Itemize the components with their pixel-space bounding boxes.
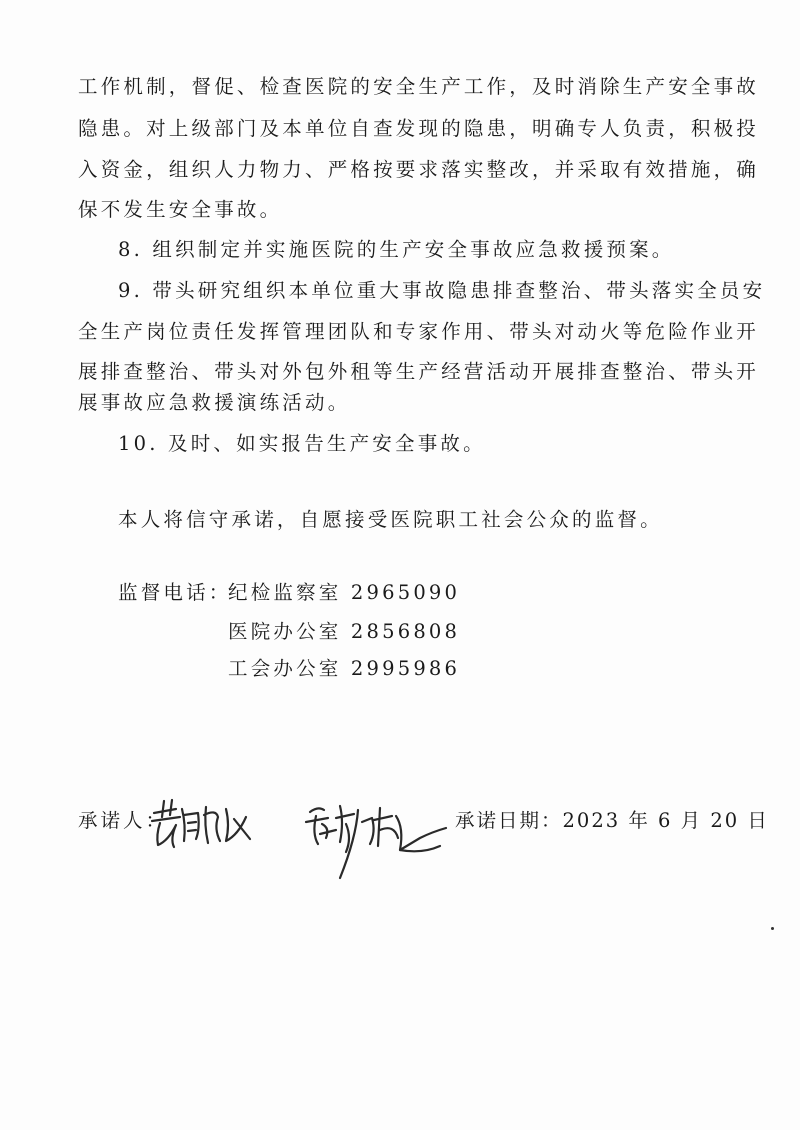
signature-label: 承诺人：	[78, 809, 169, 832]
scan-speck	[771, 927, 774, 930]
item-9: 9. 带头研究组织本单位重大事故隐患排查整治、带头落实全员安	[118, 279, 766, 302]
paragraph-line: 隐患。对上级部门及本单位自查发现的隐患，明确专人负责，积极投	[78, 117, 760, 140]
phone-entry: 医院办公室 2856808	[228, 620, 461, 643]
paragraph-line: 工作机制，督促、检查医院的安全生产工作，及时消除生产安全事故	[78, 75, 760, 98]
signature-2-icon	[300, 798, 450, 888]
phone-label: 监督电话：	[118, 581, 232, 604]
paragraph-line: 展排查整治、带头对外包外租等生产经营活动开展排查整治、带头开	[78, 360, 760, 383]
signature-1-icon	[146, 795, 256, 855]
paragraph-line: 展事故应急救援演练活动。	[78, 391, 351, 414]
item-8: 8. 组织制定并实施医院的生产安全事故应急救援预案。	[118, 238, 675, 261]
paragraph-line: 保不发生安全事故。	[78, 198, 283, 221]
phone-entry: 纪检监察室 2965090	[228, 581, 461, 604]
paragraph-line: 入资金，组织人力物力、严格按要求落实整改，并采取有效措施，确	[78, 158, 760, 181]
item-10: 10. 及时、如实报告生产安全事故。	[118, 432, 486, 455]
phone-entry: 工会办公室 2995986	[228, 657, 461, 680]
commitment-statement: 本人将信守承诺，自愿接受医院职工社会公众的监督。	[118, 508, 663, 531]
paragraph-line: 全生产岗位责任发挥管理团队和专家作用、带头对动火等危险作业开	[78, 320, 760, 343]
commitment-date: 承诺日期：2023 年 6 月 20 日	[455, 809, 769, 832]
